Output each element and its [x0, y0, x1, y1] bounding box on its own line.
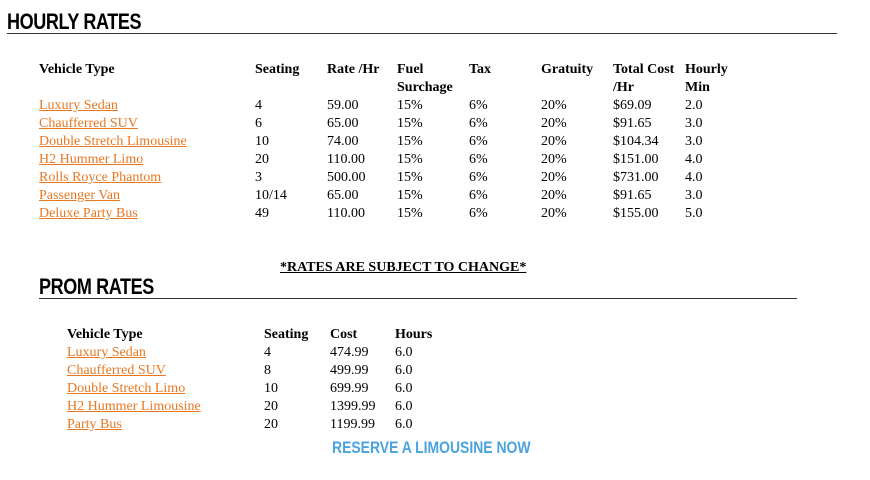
seating-cell: 4	[255, 98, 262, 113]
prom-rates-title: PROM RATES	[39, 274, 154, 299]
rate-cell: 65.00	[327, 116, 359, 131]
total-cost-cell: $104.34	[613, 134, 659, 149]
vehicle-link[interactable]: Chaufferred SUV	[67, 363, 166, 378]
vehicle-link[interactable]: Chaufferred SUV	[39, 116, 138, 131]
vehicle-cell	[67, 416, 264, 434]
tax-cell: 6%	[469, 188, 488, 203]
seating-cell: 10	[264, 381, 278, 396]
tax-cell: 6%	[469, 134, 488, 149]
vehicle-cell	[67, 398, 264, 416]
hourly-rates-title: HOURLY RATES	[7, 9, 142, 34]
gratuity-cell: 20%	[541, 134, 567, 149]
vehicle-cell	[39, 187, 255, 205]
gratuity-cell: 20%	[541, 206, 567, 221]
header-seating: Seating	[264, 327, 309, 342]
header-cost: Cost	[330, 327, 358, 342]
vehicle-link[interactable]: Luxury Sedan	[39, 98, 118, 113]
seating-cell: 6	[255, 116, 262, 131]
rate-cell: 110.00	[327, 206, 365, 221]
header-gratuity: Gratuity	[541, 62, 594, 77]
rate-cell: 59.00	[327, 98, 359, 113]
vehicle-cell	[39, 115, 255, 133]
hours-cell: 6.0	[395, 399, 413, 414]
fuel-surcharge-cell: 15%	[397, 152, 423, 167]
cost-cell: 1199.99	[330, 417, 375, 432]
tax-cell: 6%	[469, 206, 488, 221]
seating-cell: 20	[264, 417, 278, 432]
table-row	[39, 151, 745, 169]
vehicle-cell	[39, 205, 255, 223]
vehicle-link[interactable]: Double Stretch Limousine	[39, 134, 187, 149]
vehicle-cell	[39, 97, 255, 115]
total-cost-cell: $151.00	[613, 152, 659, 167]
seating-cell: 10	[255, 134, 269, 149]
seating-cell: 10/14	[255, 188, 287, 203]
gratuity-cell: 20%	[541, 188, 567, 203]
hourly-header-row	[39, 61, 745, 97]
hourly-min-cell: 4.0	[685, 152, 703, 167]
vehicle-cell	[67, 362, 264, 380]
prom-header-row	[67, 326, 455, 344]
table-row	[39, 187, 745, 205]
tax-cell: 6%	[469, 116, 488, 131]
fuel-surcharge-cell: 15%	[397, 170, 423, 185]
seating-cell: 20	[264, 399, 278, 414]
header-fuel-surcharge: Fuel Surchage	[397, 62, 453, 95]
cost-cell: 699.99	[330, 381, 369, 396]
seating-cell: 8	[264, 363, 271, 378]
table-row	[67, 398, 455, 416]
rate-cell: 74.00	[327, 134, 359, 149]
total-cost-cell: $155.00	[613, 206, 659, 221]
fuel-surcharge-cell: 15%	[397, 134, 423, 149]
hours-cell: 6.0	[395, 363, 413, 378]
tax-cell: 6%	[469, 98, 488, 113]
vehicle-cell	[67, 380, 264, 398]
hourly-min-cell: 3.0	[685, 134, 703, 149]
header-total-cost: Total Cost /Hr	[613, 62, 675, 95]
vehicle-link[interactable]: Party Bus	[67, 417, 122, 432]
vehicle-cell	[39, 133, 255, 151]
vehicle-cell	[67, 344, 264, 362]
table-row	[39, 205, 745, 223]
table-row	[39, 169, 745, 187]
vehicle-link[interactable]: Luxury Sedan	[67, 345, 146, 360]
table-row	[39, 133, 745, 151]
hourly-rates-table	[39, 61, 745, 223]
vehicle-cell	[39, 151, 255, 169]
tax-cell: 6%	[469, 152, 488, 167]
header-hourly-min: Hourly Min	[685, 62, 728, 95]
vehicle-cell	[39, 169, 255, 187]
vehicle-link[interactable]: Deluxe Party Bus	[39, 206, 138, 221]
fuel-surcharge-cell: 15%	[397, 188, 423, 203]
hourly-min-cell: 3.0	[685, 188, 703, 203]
seating-cell: 49	[255, 206, 269, 221]
prom-rates-table	[67, 326, 455, 434]
rate-cell: 500.00	[327, 170, 366, 185]
header-tax: Tax	[469, 62, 492, 77]
header-hours: Hours	[395, 327, 433, 342]
cost-cell: 1399.99	[330, 399, 376, 414]
hourly-min-cell: 4.0	[685, 170, 703, 185]
rates-change-notice: *RATES ARE SUBJECT TO CHANGE*	[280, 260, 527, 275]
cost-cell: 499.99	[330, 363, 369, 378]
prom-rates-divider	[39, 298, 797, 299]
cost-cell: 474.99	[330, 345, 369, 360]
fuel-surcharge-cell: 15%	[397, 98, 423, 113]
hours-cell: 6.0	[395, 345, 413, 360]
header-seating: Seating	[255, 62, 300, 77]
hourly-min-cell: 3.0	[685, 116, 703, 131]
fuel-surcharge-cell: 15%	[397, 206, 423, 221]
table-row	[39, 115, 745, 133]
hours-cell: 6.0	[395, 381, 413, 396]
table-row	[67, 362, 455, 380]
seating-cell: 3	[255, 170, 262, 185]
rate-cell: 110.00	[327, 152, 365, 167]
hours-cell: 6.0	[395, 417, 413, 432]
total-cost-cell: $69.09	[613, 98, 652, 113]
table-row	[67, 344, 455, 362]
hourly-rates-divider	[7, 33, 837, 34]
tax-cell: 6%	[469, 170, 488, 185]
total-cost-cell: $91.65	[613, 188, 652, 203]
header-vehicle-type: Vehicle Type	[67, 327, 143, 342]
vehicle-link[interactable]: H2 Hummer Limo	[39, 152, 144, 167]
table-row	[67, 380, 455, 398]
vehicle-link[interactable]: Double Stretch Limo	[67, 381, 186, 396]
table-row	[39, 97, 745, 115]
total-cost-cell: $731.00	[613, 170, 659, 185]
table-row	[67, 416, 455, 434]
total-cost-cell: $91.65	[613, 116, 652, 131]
rate-cell: 65.00	[327, 188, 359, 203]
gratuity-cell: 20%	[541, 98, 567, 113]
header-rate: Rate /Hr	[327, 62, 380, 77]
vehicle-link[interactable]: H2 Hummer Limousine	[67, 399, 201, 414]
hourly-min-cell: 5.0	[685, 206, 703, 221]
header-vehicle-type: Vehicle Type	[39, 62, 115, 77]
gratuity-cell: 20%	[541, 152, 567, 167]
gratuity-cell: 20%	[541, 170, 567, 185]
fuel-surcharge-cell: 15%	[397, 116, 423, 131]
hourly-min-cell: 2.0	[685, 98, 703, 113]
seating-cell: 4	[264, 345, 271, 360]
vehicle-link[interactable]: Rolls Royce Phantom	[39, 170, 162, 185]
vehicle-link[interactable]: Passenger Van	[39, 188, 121, 203]
seating-cell: 20	[255, 152, 269, 167]
reserve-limousine-link[interactable]: RESERVE A LIMOUSINE NOW	[332, 438, 531, 457]
gratuity-cell: 20%	[541, 116, 567, 131]
